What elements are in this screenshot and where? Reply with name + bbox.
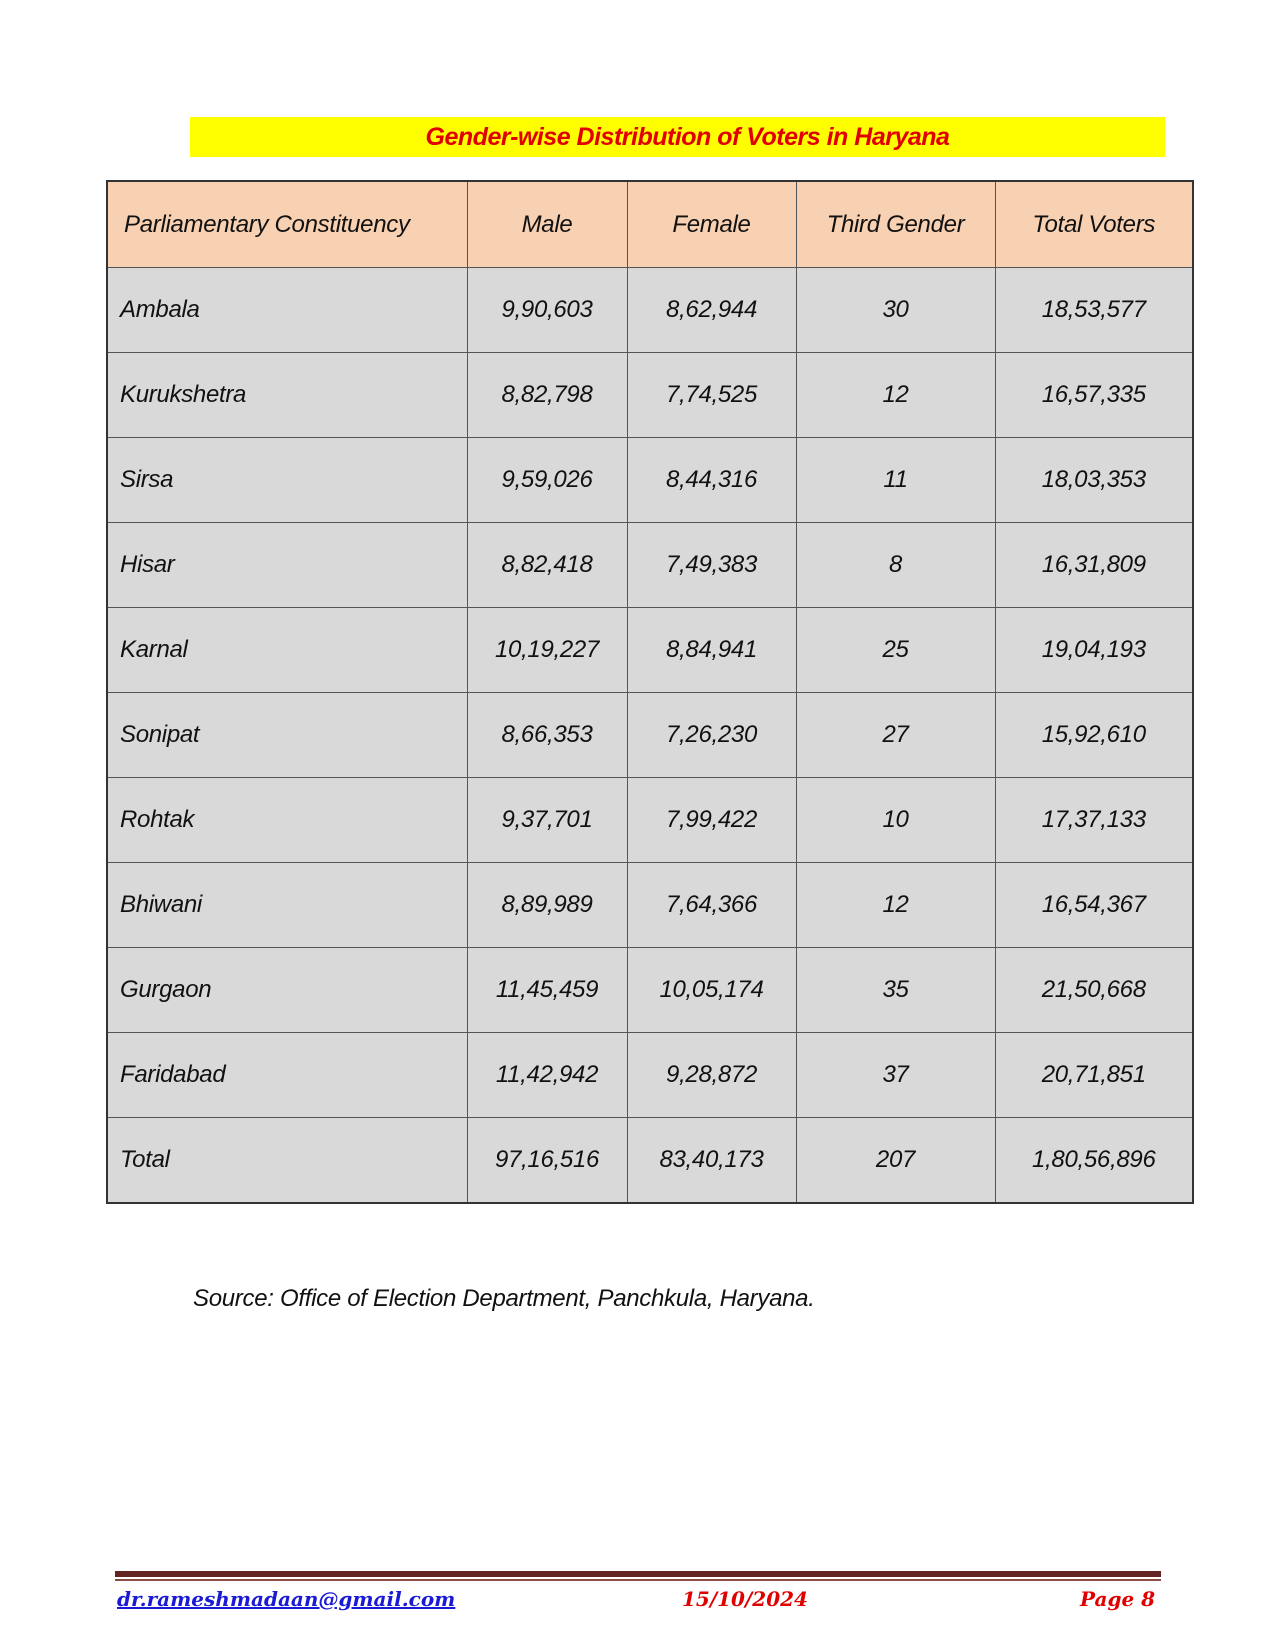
cell-total: 20,71,851 (995, 1033, 1193, 1118)
cell-third-gender: 10 (796, 778, 995, 863)
table-row (107, 693, 1193, 778)
cell-female: 7,64,366 (627, 863, 796, 948)
cell-female: 7,74,525 (627, 353, 796, 438)
cell-male: 8,82,798 (467, 353, 627, 438)
cell-constituency: Total (107, 1118, 467, 1204)
table-row (107, 438, 1193, 523)
cell-total: 21,50,668 (995, 948, 1193, 1033)
table-row (107, 1033, 1193, 1118)
cell-male: 9,37,701 (467, 778, 627, 863)
cell-female: 7,99,422 (627, 778, 796, 863)
cell-total: 16,31,809 (995, 523, 1193, 608)
cell-third-gender: 8 (796, 523, 995, 608)
cell-constituency: Gurgaon (107, 948, 467, 1033)
header-third-gender: Third Gender (796, 181, 995, 268)
cell-total: 17,37,133 (995, 778, 1193, 863)
cell-female: 8,84,941 (627, 608, 796, 693)
cell-male: 97,16,516 (467, 1118, 627, 1204)
page-title: Gender-wise Distribution of Voters in Haryana (425, 123, 950, 151)
cell-constituency: Hisar (107, 523, 467, 608)
cell-total: 16,54,367 (995, 863, 1193, 948)
cell-third-gender: 35 (796, 948, 995, 1033)
table-row (107, 608, 1193, 693)
voters-table (106, 180, 1194, 1204)
cell-male: 9,59,026 (467, 438, 627, 523)
cell-male: 8,89,989 (467, 863, 627, 948)
table-row (107, 778, 1193, 863)
cell-third-gender: 30 (796, 268, 995, 353)
cell-constituency: Karnal (107, 608, 467, 693)
cell-constituency: Ambala (107, 268, 467, 353)
cell-male: 9,90,603 (467, 268, 627, 353)
cell-male: 8,66,353 (467, 693, 627, 778)
cell-constituency: Kurukshetra (107, 353, 467, 438)
cell-total: 1,80,56,896 (995, 1118, 1193, 1204)
table-row (107, 948, 1193, 1033)
title-banner (190, 117, 1165, 157)
cell-constituency: Faridabad (107, 1033, 467, 1118)
footer-email-link[interactable]: dr.rameshmadaan@gmail.com (117, 1587, 456, 1611)
cell-male: 11,42,942 (467, 1033, 627, 1118)
footer-page-number: Page 8 (1080, 1587, 1156, 1611)
cell-female: 7,49,383 (627, 523, 796, 608)
cell-constituency: Bhiwani (107, 863, 467, 948)
cell-male: 11,45,459 (467, 948, 627, 1033)
table-row (107, 268, 1193, 353)
header-male: Male (467, 181, 627, 268)
cell-constituency: Sirsa (107, 438, 467, 523)
cell-female: 7,26,230 (627, 693, 796, 778)
table-header-row (107, 181, 1193, 268)
cell-total: 16,57,335 (995, 353, 1193, 438)
cell-third-gender: 11 (796, 438, 995, 523)
cell-total: 15,92,610 (995, 693, 1193, 778)
table-row (107, 523, 1193, 608)
header-female: Female (627, 181, 796, 268)
cell-total: 19,04,193 (995, 608, 1193, 693)
cell-third-gender: 27 (796, 693, 995, 778)
footer-rule-thin (115, 1579, 1161, 1581)
cell-male: 8,82,418 (467, 523, 627, 608)
cell-constituency: Rohtak (107, 778, 467, 863)
table-row (107, 863, 1193, 948)
footer-rule (115, 1571, 1161, 1577)
cell-total: 18,53,577 (995, 268, 1193, 353)
header-total-voters: Total Voters (995, 181, 1193, 268)
cell-female: 10,05,174 (627, 948, 796, 1033)
header-constituency: Parliamentary Constituency (107, 181, 467, 268)
cell-third-gender: 207 (796, 1118, 995, 1204)
cell-constituency: Sonipat (107, 693, 467, 778)
cell-total: 18,03,353 (995, 438, 1193, 523)
cell-female: 83,40,173 (627, 1118, 796, 1204)
footer-date: 15/10/2024 (682, 1587, 808, 1611)
cell-third-gender: 37 (796, 1033, 995, 1118)
cell-third-gender: 12 (796, 353, 995, 438)
cell-third-gender: 25 (796, 608, 995, 693)
cell-female: 8,44,316 (627, 438, 796, 523)
cell-male: 10,19,227 (467, 608, 627, 693)
table-total-row (107, 1118, 1193, 1204)
cell-third-gender: 12 (796, 863, 995, 948)
table-row (107, 353, 1193, 438)
cell-female: 9,28,872 (627, 1033, 796, 1118)
source-note: Source: Office of Election Department, Panchkula, Haryana. (193, 1285, 815, 1312)
cell-female: 8,62,944 (627, 268, 796, 353)
